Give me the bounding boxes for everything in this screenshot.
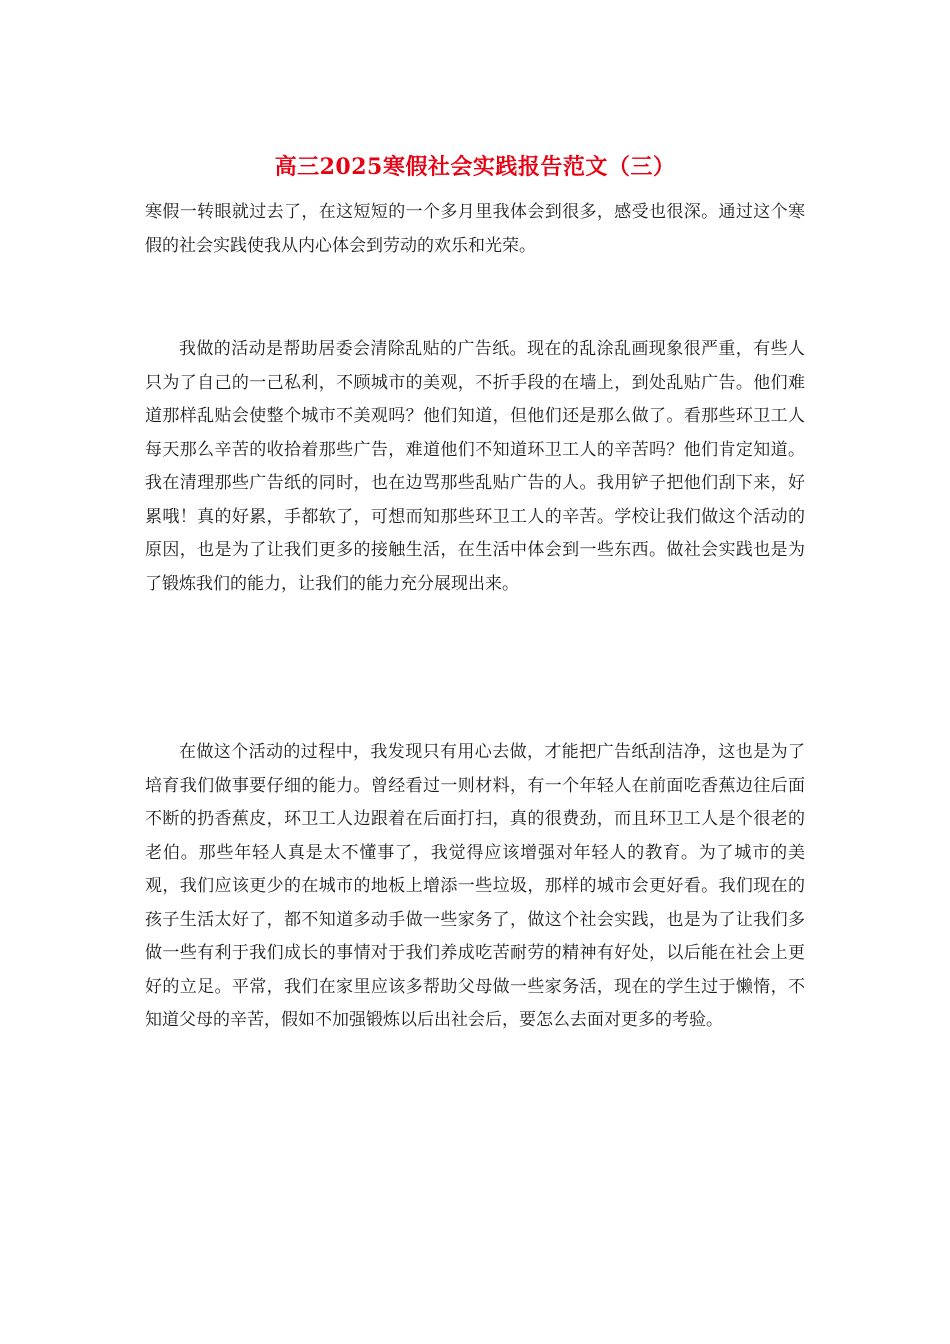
- paragraph-reflection: 在做这个活动的过程中，我发现只有用心去做，才能把广告纸刮洁净，这也是为了培育我们做事要仔细的能力。曾经看过一则材料，有一个年轻人在前面吃香蕉边往后面不断的扔香蕉皮，环卫工人边跟着在后面打扫，真的很费劲，而且环卫工人是个很老的老伯。那些年轻人真是太不懂事了，我觉得应该增强对年轻人的教育。为了城市的美观，我们应该更少的在城市的地板上增添一些垃圾，那样的城市会更好看。我们现在的孩子生活太好了，都不知道多动手做一些家务了，做这个社会实践，也是为了让我们多做一些有利于我们成长的事情对于我们养成吃苦耐劳的精神有好处，以后能在社会上更好的立足。平常，我们在家里应该多帮助父母做一些家务活，现在的学生过于懒惰，不知道父母的辛苦，假如不加强锻炼以后出社会后，要怎么去面对更多的考验。: [145, 742, 805, 1030]
- paragraph-activity: 我做的活动是帮助居委会清除乱贴的广告纸。现在的乱涂乱画现象很严重，有些人只为了自己的一己私利，不顾城市的美观，不折手段的在墙上，到处乱贴广告。他们难道那样乱贴会使整个城市不美观吗？他们知道，但他们还是那么做了。看那些环卫工人每天那么辛苦的收拾着那些广告，难道他们不知道环卫工人的辛苦吗？他们肯定知道。我在清理那些广告纸的同时，也在边骂那些乱贴广告的人。我用铲子把他们刮下来，好累哦！真的好累，手都软了，可想而知那些环卫工人的辛苦。学校让我们做这个活动的原因，也是为了让我们更多的接触生活，在生活中体会到一些东西。做社会实践也是为了锻炼我们的能力，让我们的能力充分展现出来。: [145, 339, 805, 594]
- document-title: 高三2025寒假社会实践报告范文（三）: [274, 154, 676, 180]
- paragraph-intro: 寒假一转眼就过去了，在这短短的一个多月里我体会到很多，感受也很深。通过这个寒假的社会实践使我从内心体会到劳动的欢乐和光荣。: [145, 202, 805, 256]
